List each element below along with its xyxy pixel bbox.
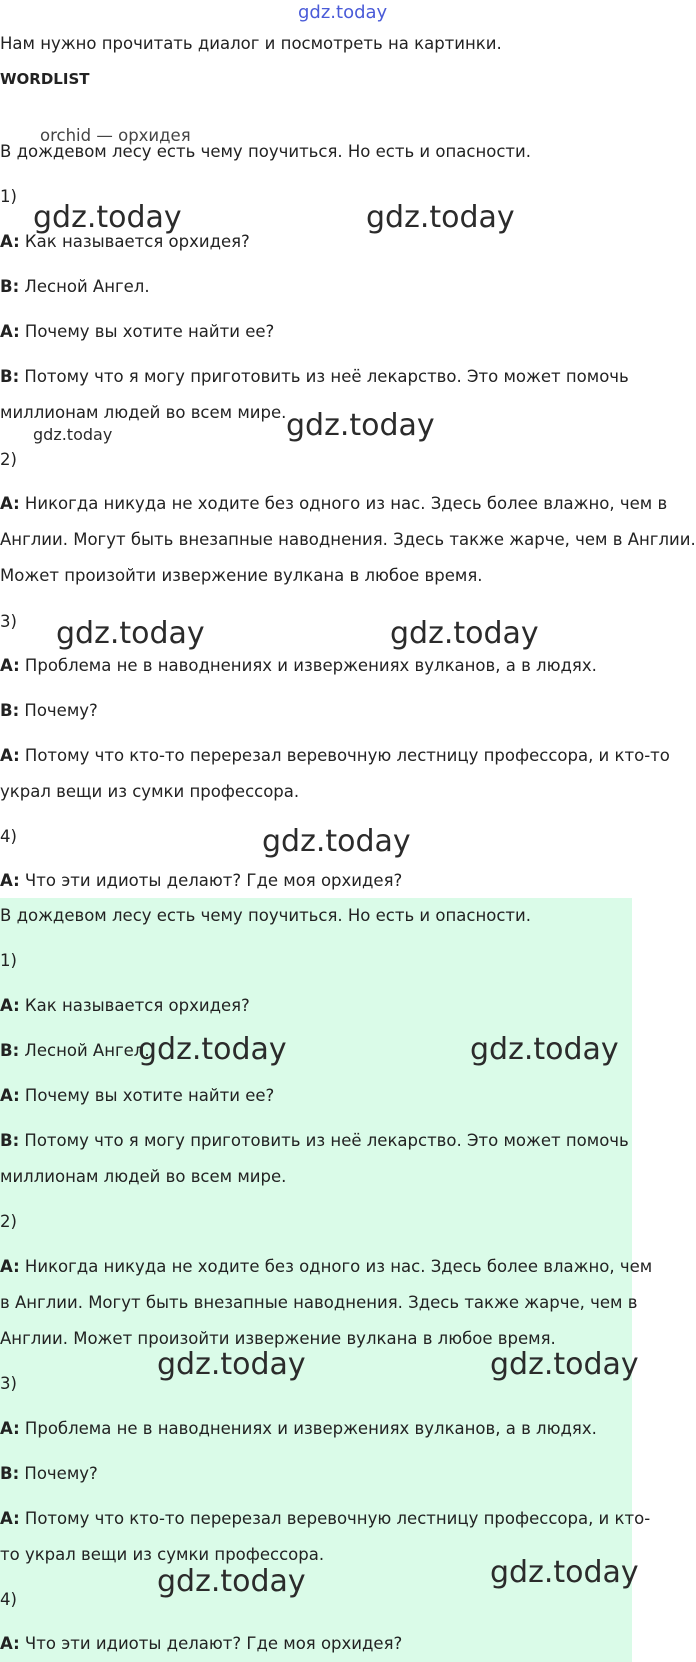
b1-intro: В дождевом лесу есть чему поучиться. Но есть и опасности. (0, 142, 532, 161)
b2-dialog-line-cont: в Англии. Могут быть внезапные наводнения. Здесь также жарче, чем в (0, 1293, 638, 1312)
watermark: gdz.today (390, 616, 539, 651)
b2-dialog-line-cont: Англии. Может произойти извержение вулкана в любое время. (0, 1329, 556, 1348)
b1-dialog-line: A: Потому что кто-то перерезал веревочную лестницу профессора, и кто-то (0, 746, 670, 765)
b1-dialog-line-cont: Англии. Могут быть внезапные наводнения. Здесь также жарче, чем в Англии. (0, 530, 696, 549)
b1-dialog-line: B: Лесной Ангел. (0, 277, 150, 296)
b1-dialog-line: A: Как называется орхидея? (0, 232, 250, 251)
watermark: gdz.today (138, 1032, 287, 1067)
b1-dialog-line: A: Что эти идиоты делают? Где моя орхидея? (0, 871, 403, 890)
wordlist-cut-text: orchid — орхидея (40, 126, 191, 145)
b2-dialog-line: B: Почему? (0, 1464, 98, 1483)
watermark: gdz.today (366, 200, 515, 235)
watermark-small: gdz.today (33, 425, 113, 444)
b2-dialog-line: A: Что эти идиоты делают? Где моя орхидея? (0, 1634, 403, 1653)
b1-dialog-line: B: Почему? (0, 701, 98, 720)
b2-dialog-line: A: Проблема не в наводнениях и извержениях вулканов, а в людях. (0, 1419, 597, 1438)
b2-dialog-line-cont: миллионам людей во всем мире. (0, 1167, 287, 1186)
b1-dialog-line: A: Никогда никуда не ходите без одного из нас. Здесь более влажно, чем в (0, 494, 668, 513)
watermark: gdz.today (157, 1347, 306, 1382)
b2-dialog-line: B: Потому что я могу приготовить из неё лекарство. Это может помочь (0, 1131, 629, 1150)
b2-number-2: 2) (0, 1212, 17, 1231)
watermark: gdz.today (490, 1555, 639, 1590)
watermark: gdz.today (157, 1564, 306, 1599)
watermark: gdz.today (470, 1032, 619, 1067)
watermark: gdz.today (33, 200, 182, 235)
b1-dialog-line: A: Проблема не в наводнениях и извержениях вулканов, а в людях. (0, 656, 597, 675)
b1-number-1: 1) (0, 187, 17, 206)
b1-number-4: 4) (0, 827, 17, 846)
b2-number-4: 4) (0, 1590, 17, 1609)
watermark: gdz.today (262, 824, 411, 859)
b2-dialog-line-cont: то украл вещи из сумки профессора. (0, 1545, 325, 1564)
watermark: gdz.today (286, 408, 435, 443)
b1-dialog-line: A: Почему вы хотите найти ее? (0, 322, 275, 341)
watermark: gdz.today (56, 616, 205, 651)
b2-dialog-line: B: Лесной Ангел. (0, 1041, 150, 1060)
b1-number-2: 2) (0, 450, 17, 469)
b2-dialog-line: A: Никогда никуда не ходите без одного из нас. Здесь более влажно, чем (0, 1257, 653, 1276)
wordlist-heading: WORDLIST (0, 70, 90, 88)
intro-text: Нам нужно прочитать диалог и посмотреть на картинки. (0, 34, 502, 53)
b2-number-1: 1) (0, 951, 17, 970)
b2-number-3: 3) (0, 1374, 17, 1393)
b2-dialog-line: A: Потому что кто-то перерезал веревочную лестницу профессора, и кто- (0, 1509, 651, 1528)
b2-dialog-line: A: Как называется орхидея? (0, 996, 250, 1015)
b2-intro: В дождевом лесу есть чему поучиться. Но есть и опасности. (0, 906, 532, 925)
watermark: gdz.today (490, 1347, 639, 1382)
b1-dialog-line-cont: миллионам людей во всем мире. (0, 403, 287, 422)
b1-dialog-line-cont: украл вещи из сумки профессора. (0, 782, 300, 801)
b1-dialog-line: B: Потому что я могу приготовить из неё лекарство. Это может помочь (0, 367, 629, 386)
b2-dialog-line: A: Почему вы хотите найти ее? (0, 1086, 275, 1105)
b1-number-3: 3) (0, 612, 17, 631)
watermark-top: gdz.today (298, 2, 388, 23)
b1-dialog-line-cont: Может произойти извержение вулкана в любое время. (0, 566, 483, 585)
